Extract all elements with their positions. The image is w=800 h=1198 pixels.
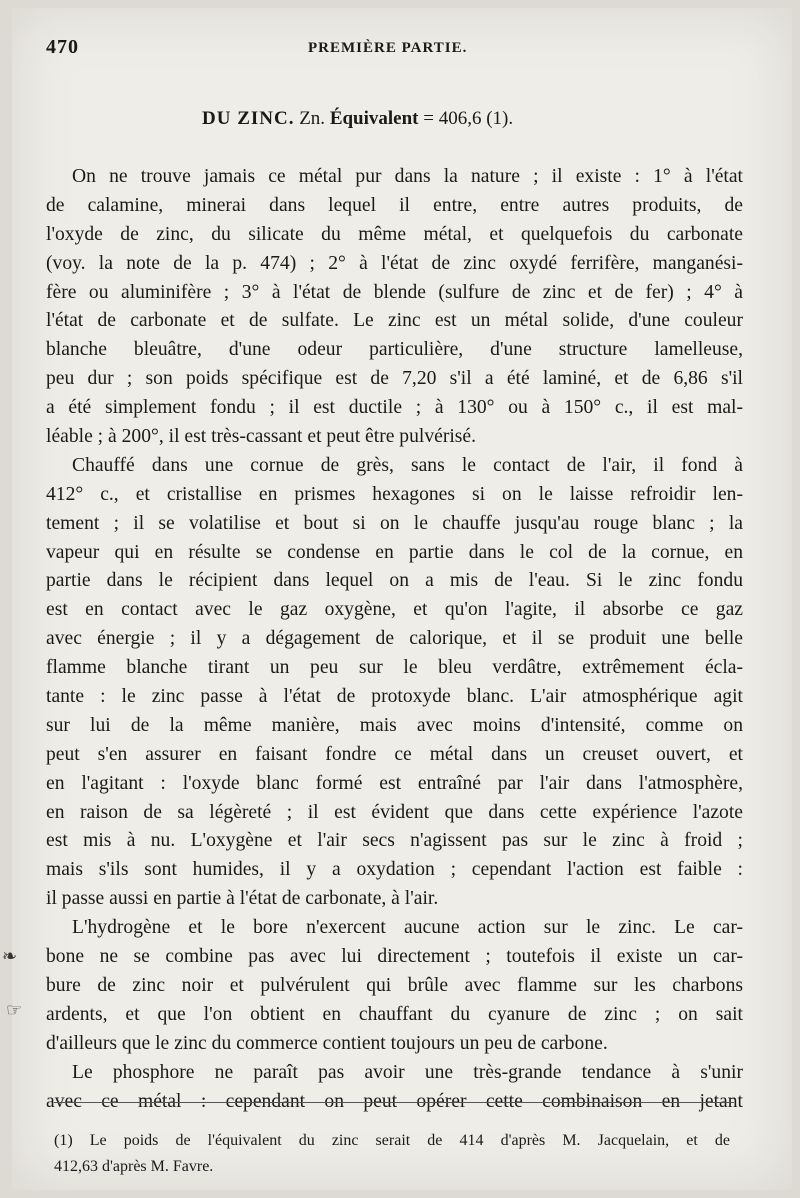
page-number: 470 bbox=[46, 36, 79, 58]
text-line: peut s'en assurer en faisant fondre ce métal dans un creuset ouvert, et bbox=[46, 743, 743, 765]
text-line: flamme blanche tirant un peu sur le bleu verdâtre, extrêmement écla- bbox=[46, 657, 743, 679]
footnote-line: 412,63 d'après M. Favre. bbox=[54, 1158, 214, 1175]
text-line: Le phosphore ne paraît pas avoir une très-grande tendance à s'unir bbox=[72, 1061, 743, 1083]
text-line: fère ou aluminifère ; 3° à l'état de blende (sulfure de zinc et de fer) ; 4° à bbox=[46, 281, 743, 303]
text-line: d'ailleurs que le zinc du commerce contient toujours un peu de carbone. bbox=[46, 1032, 608, 1054]
text-line: L'hydrogène et le bore n'exercent aucune action sur le zinc. Le car- bbox=[72, 917, 743, 939]
text-line: a été simplement fondu ; il est ductile ; à 130° ou à 150° c., il est mal- bbox=[46, 397, 743, 419]
text-line: bure de zinc noir et pulvérulent qui brûle avec flamme sur les charbons bbox=[46, 974, 743, 996]
text-line: tement ; il se volatilise et bout si on le chauffe jusqu'au rouge blanc ; la bbox=[46, 512, 743, 534]
section-heading bbox=[202, 108, 682, 130]
text-line: Chauffé dans une cornue de grès, sans le contact de l'air, il fond à bbox=[72, 454, 743, 476]
text-line: est en contact avec le gaz oxygène, et qu'on l'agite, il absorbe ce gaz bbox=[46, 599, 743, 621]
footnote-rule bbox=[54, 1102, 734, 1103]
text-line: tante : le zinc passe à l'état de protoxyde blanc. L'air atmosphérique agit bbox=[46, 686, 743, 708]
text-line: blanche bleuâtre, d'une odeur particulière, d'une structure lamelleuse, bbox=[46, 339, 743, 361]
text-line: sur lui de la même manière, mais avec moins d'intensité, comme on bbox=[46, 714, 743, 736]
text-line: léable ; à 200°, il est très-cassant et peut être pulvérisé. bbox=[46, 426, 477, 448]
text-line: avec énergie ; il y a dégagement de calorique, et il se produit une belle bbox=[46, 628, 743, 650]
equivalent-label: Équivalent bbox=[329, 108, 419, 129]
pointing-hand-icon: ☞ bbox=[6, 1000, 23, 1020]
text-line: ardents, et que l'on obtient en chauffant du cyanure de zinc ; on sait bbox=[46, 1003, 743, 1025]
text-line: peu dur ; son poids spécifique est de 7,20 s'il a été laminé, et de 6,86 s'il bbox=[46, 368, 743, 390]
text-line: On ne trouve jamais ce métal pur dans la nature ; il existe : 1° à l'état bbox=[72, 166, 743, 187]
body-text bbox=[46, 163, 743, 1116]
leaf-bullet-icon: ❧ bbox=[2, 946, 18, 966]
text-line: l'état de carbonate et de sulfate. Le zinc est un métal solide, d'une couleur bbox=[46, 310, 743, 332]
text-line: en raison de sa légèreté ; il est évident que dans cette expérience l'azote bbox=[46, 801, 743, 823]
section-title: DU ZINC. bbox=[202, 108, 295, 129]
equivalent-value: = 406,6 (1). bbox=[423, 108, 514, 129]
text-line: est mis à nu. L'oxygène et l'air secs n'agissent pas sur le zinc à froid ; bbox=[46, 830, 743, 852]
text-line: partie dans le récipient dans lequel on a mis de l'eau. Si le zinc fondu bbox=[46, 570, 743, 592]
book-page bbox=[12, 8, 792, 1190]
text-line: mais s'ils sont humides, il y a oxydation ; cependant l'action est faible : bbox=[46, 859, 743, 881]
text-line: de calamine, minerai dans lequel il entre, entre autres produits, de bbox=[46, 194, 743, 216]
text-line: vapeur qui en résulte se condense en partie dans le col de la cornue, en bbox=[46, 541, 743, 563]
text-line: il passe aussi en partie à l'état de carbonate, à l'air. bbox=[46, 888, 439, 910]
chemical-symbol: Zn. bbox=[299, 108, 326, 129]
text-line: 412° c., et cristallise en prismes hexagones si on le laisse refroidir len- bbox=[46, 483, 743, 505]
text-line: avec ce métal : cependant on peut opérer cette combinaison en jetant bbox=[46, 1090, 743, 1112]
text-line: l'oxyde de zinc, du silicate du même métal, et quelquefois du carbonate bbox=[46, 223, 743, 245]
running-head: PREMIÈRE PARTIE. bbox=[308, 40, 468, 56]
footnote bbox=[54, 1128, 730, 1180]
text-line: (voy. la note de la p. 474) ; 2° à l'état de zinc oxydé ferrifère, manganési- bbox=[46, 252, 743, 274]
text-line: bone ne se combine pas avec lui directement ; toutefois il existe un car- bbox=[46, 946, 743, 968]
footnote-line: (1) Le poids de l'équivalent du zinc serait de 414 d'après M. Jacquelain, et de bbox=[54, 1132, 730, 1149]
page-header bbox=[46, 36, 746, 66]
text-line: en l'agitant : l'oxyde blanc formé est entraîné par l'air dans l'atmosphère, bbox=[46, 772, 743, 794]
